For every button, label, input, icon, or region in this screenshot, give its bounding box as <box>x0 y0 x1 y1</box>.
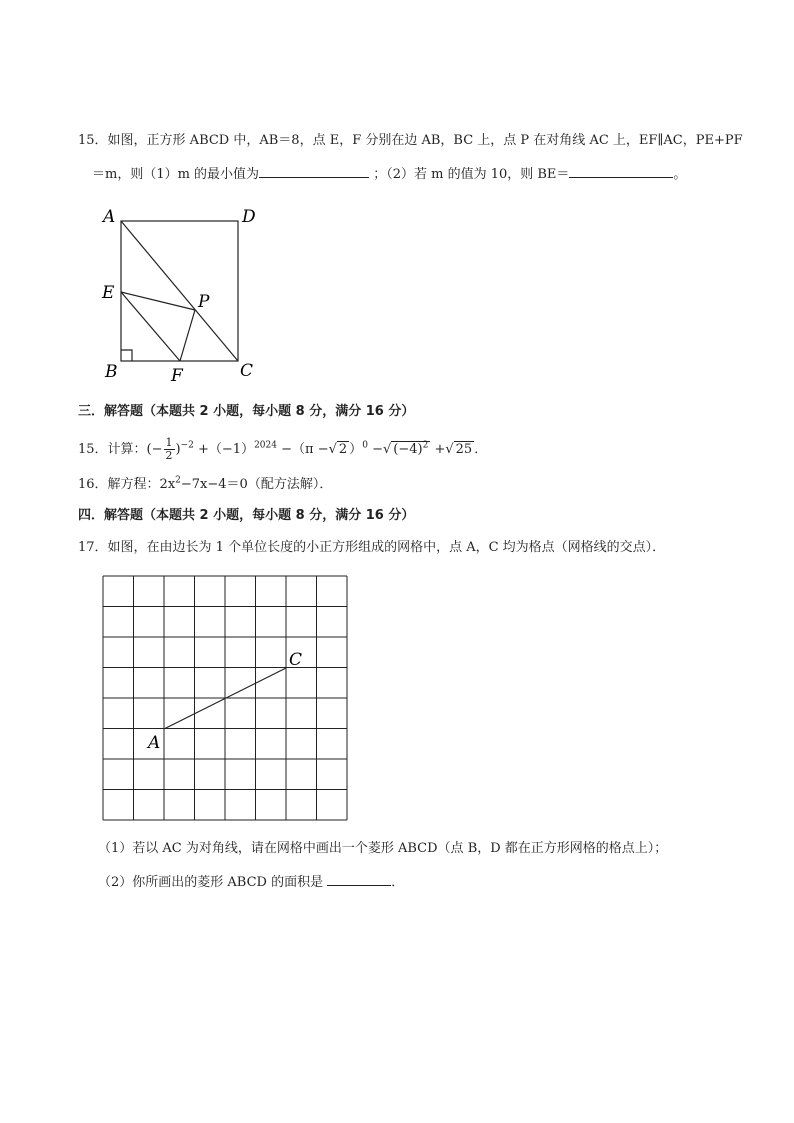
expr-part: 计算：(− <box>107 442 163 457</box>
square-figure <box>98 200 268 390</box>
right-angle-mark <box>121 350 132 361</box>
fraction-numerator: 1 <box>165 436 173 449</box>
answer-blank[interactable] <box>327 872 391 886</box>
fraction <box>164 437 175 462</box>
q15b-line: 15．计算：(− $\frac{1}{2}$ )$^{-2} +(-1)^{2024} -(\pi$ −√ 2 ）$^0$ −√ $(-4)^2$ +√ 25 ． <box>78 436 488 462</box>
exponent: 2 <box>422 440 429 451</box>
question-text: −7x−4＝0（配方法解）． <box>180 477 333 492</box>
question-number: 16． <box>78 477 108 492</box>
section-3-title: 三．解答题（本题共 2 小题，每小题 8 分，满分 16 分） <box>78 404 415 419</box>
sqrt-radicand: 25 <box>455 442 473 457</box>
question-text: 如图，正方形 ABCD 中，AB＝8，点 E，F 分别在边 AB，BC 上，点 P 在对角线 AC 上，EF∥AC，PE+PF <box>107 133 743 148</box>
expr-part: + <box>434 442 446 457</box>
q16-line <box>78 476 332 494</box>
q17-sub1: （1）若以 AC 为对角线，请在网格中画出一个菱形 ABCD（点 B，D 都在正方形网格的格点上）； <box>98 841 668 856</box>
expr-part: −（π − <box>281 442 329 457</box>
fraction-denominator: 2 <box>165 449 173 462</box>
exponent: 2 <box>175 475 181 486</box>
answer-blank[interactable] <box>569 164 673 178</box>
q17-sub2 <box>98 872 404 892</box>
q15a-line1 <box>78 132 743 150</box>
grid-figure <box>100 572 355 824</box>
label-f: F <box>171 366 183 386</box>
question-text: ；（2）若 m 的值为 10，则 BE＝ <box>373 167 570 182</box>
label-a: A <box>148 733 161 753</box>
question-text: 。 <box>673 167 687 182</box>
section-4-title: 四．解答题（本题共 2 小题，每小题 8 分，满分 16 分） <box>78 508 415 523</box>
q15a-line2 <box>92 164 686 184</box>
expr-part: − <box>372 442 383 457</box>
expr-part: +（−1） <box>198 442 255 457</box>
label-d: D <box>242 207 256 227</box>
label-c: C <box>240 361 254 381</box>
q17-line <box>78 539 665 557</box>
sqrt-radicand: 2 <box>338 442 348 457</box>
segment-ef <box>121 292 180 361</box>
question-text: （2）你所画出的菱形 ABCD 的面积是 <box>98 875 324 890</box>
exponent: −2 <box>180 440 194 451</box>
segment-fp <box>180 310 195 361</box>
label-e: E <box>102 283 115 303</box>
question-number: 15． <box>78 133 108 148</box>
answer-blank[interactable] <box>259 164 369 178</box>
segment-ep <box>121 292 195 310</box>
diagonal-ac <box>121 221 238 361</box>
expr-part: ． <box>474 442 488 457</box>
radicand-text: (−4) <box>393 442 423 457</box>
label-p: P <box>198 292 210 312</box>
question-number: 17． <box>78 540 108 555</box>
sqrt-radicand <box>391 441 430 457</box>
label-b: B <box>105 362 118 382</box>
question-text: 如图，在由边长为 1 个单位长度的小正方形组成的网格中，点 A，C 均为格点（网格线的交点）． <box>107 540 666 555</box>
question-text: ＝m，则（1）m 的最小值为 <box>92 167 260 182</box>
exponent: 2024 <box>254 440 277 451</box>
label-a: A <box>103 207 116 227</box>
question-number: 15． <box>78 442 108 457</box>
question-text: 解方程：2x <box>107 477 176 492</box>
label-c: C <box>289 650 303 670</box>
question-text: ． <box>391 875 405 890</box>
exponent: 0 <box>362 440 368 451</box>
